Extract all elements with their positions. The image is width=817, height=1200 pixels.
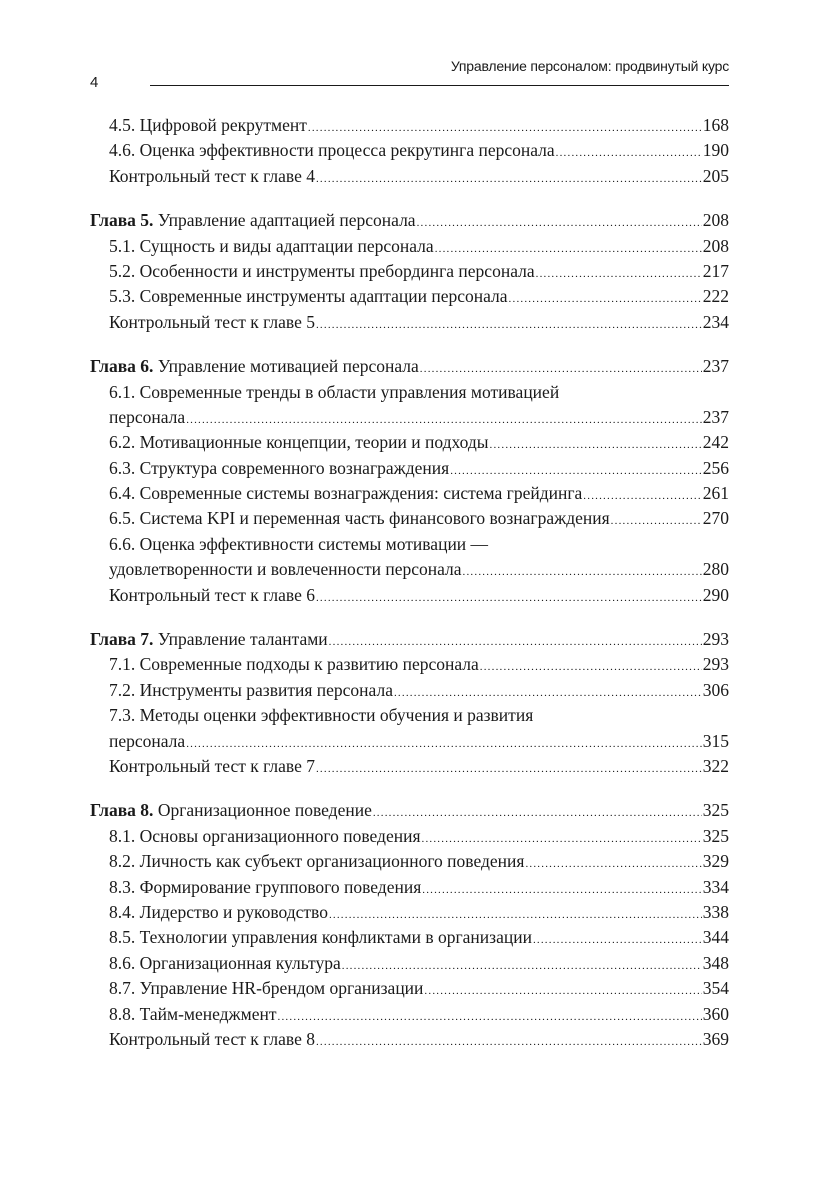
toc-entry-title: 6.2. Мотивационные концепции, теории и подходы xyxy=(109,432,489,453)
toc-entry-5-2[interactable] xyxy=(90,259,729,284)
toc-page-number: 208 xyxy=(702,235,729,256)
toc-entry-8-3[interactable] xyxy=(90,875,729,900)
toc-page-number: 344 xyxy=(702,927,729,948)
toc-entry-title: 5.3. Современные инструменты адаптации персонала xyxy=(109,286,508,307)
chapter-name: Управление талантами xyxy=(153,629,328,650)
toc-page-number: 270 xyxy=(702,508,729,529)
toc-entry-title-line2: персонала xyxy=(109,730,186,751)
toc-page-number: 348 xyxy=(702,952,729,973)
toc-entry-7-1[interactable] xyxy=(90,652,729,677)
toc-entry-7-2[interactable] xyxy=(90,678,729,703)
chapter-name: Управление мотивацией персонала xyxy=(153,356,419,377)
dot-leader xyxy=(420,357,702,382)
toc-entry-8-5[interactable] xyxy=(90,925,729,950)
dot-leader xyxy=(422,878,702,903)
toc-page-number: 293 xyxy=(702,629,729,650)
toc-page-number: 325 xyxy=(702,800,729,821)
toc-entry-4-5[interactable] xyxy=(90,113,729,138)
chapter-5-group xyxy=(90,208,729,335)
toc-entry-4-6[interactable] xyxy=(90,138,729,163)
dot-leader xyxy=(373,801,702,826)
toc-page-number: 205 xyxy=(702,165,729,186)
toc-entry-test-8[interactable] xyxy=(90,1027,729,1052)
dot-leader xyxy=(424,979,701,1004)
toc-entry-title: 5.2. Особенности и инструменты пребординга персонала xyxy=(109,260,535,281)
toc-chapter-8[interactable] xyxy=(90,798,729,823)
toc-chapter-5[interactable] xyxy=(90,208,729,233)
toc-entry-8-4[interactable] xyxy=(90,900,729,925)
toc-entry-title: 7.1. Современные подходы к развитию персонала xyxy=(109,654,479,675)
toc-entry-title-line2: удовлетворенности и вовлеченности персонала xyxy=(109,559,462,580)
chapter-8-group xyxy=(90,798,729,1052)
toc-page-number: 280 xyxy=(702,559,729,580)
toc-entry-8-7[interactable] xyxy=(90,976,729,1001)
toc-entry-5-3[interactable] xyxy=(90,284,729,309)
toc-entry-test-6[interactable] xyxy=(90,583,729,608)
chapter-name: Организационное поведение xyxy=(153,800,372,821)
header-rule xyxy=(150,85,729,86)
dot-leader xyxy=(316,313,702,338)
chapter-4-continuation xyxy=(90,113,729,189)
dot-leader xyxy=(556,141,702,166)
toc-chapter-title xyxy=(90,627,328,652)
dot-leader xyxy=(480,655,702,680)
chapter-label: Глава 8. xyxy=(90,800,154,821)
toc-entry-title: Контрольный тест к главе 6 xyxy=(109,584,315,605)
toc-entry-title: 8.2. Личность как субъект организационного поведения xyxy=(109,851,525,872)
toc-entry-6-3[interactable] xyxy=(90,456,729,481)
toc-page-number: 315 xyxy=(702,730,729,751)
toc-page-number: 237 xyxy=(702,406,729,427)
toc-entry-6-1[interactable] xyxy=(90,380,729,431)
toc-page-number: 234 xyxy=(702,311,729,332)
toc-entry-6-5[interactable] xyxy=(90,506,729,531)
toc-entry-title-line2: персонала xyxy=(109,406,186,427)
toc-entry-title: 8.5. Технологии управления конфликтами в организации xyxy=(109,927,532,948)
toc-page-number: 334 xyxy=(702,876,729,897)
toc-entry-8-1[interactable] xyxy=(90,824,729,849)
dot-leader xyxy=(509,287,702,312)
toc-page-number: 338 xyxy=(702,901,729,922)
toc-entry-title: Контрольный тест к главе 7 xyxy=(109,755,315,776)
toc-page-number: 237 xyxy=(702,356,729,377)
toc-page-number: 242 xyxy=(702,432,729,453)
toc-entry-title: Контрольный тест к главе 4 xyxy=(109,165,315,186)
toc-entry-title: 8.7. Управление HR-брендом организации xyxy=(109,978,424,999)
toc-page-number: 329 xyxy=(702,851,729,872)
toc-entry-title: 8.3. Формирование группового поведения xyxy=(109,876,422,897)
toc-entry-title: 4.5. Цифровой рекрутмент xyxy=(109,115,307,135)
dot-leader xyxy=(316,1030,702,1055)
toc-page-number: 290 xyxy=(702,584,729,605)
toc-chapter-title xyxy=(90,208,416,233)
dot-leader xyxy=(316,757,702,782)
dot-leader xyxy=(316,586,702,611)
toc-chapter-6[interactable] xyxy=(90,354,729,379)
dot-leader xyxy=(536,262,702,287)
dot-leader xyxy=(417,211,702,236)
dot-leader xyxy=(316,167,702,192)
toc-chapter-title xyxy=(90,354,419,379)
toc-entry-title-line1: 7.3. Методы оценки эффективности обучения и развития xyxy=(109,705,534,726)
toc-entry-title: 7.2. Инструменты развития персонала xyxy=(109,679,393,700)
dot-leader xyxy=(490,433,702,458)
toc-page-number: 293 xyxy=(702,654,729,675)
toc-entry-title: 6.5. Система KPI и переменная часть финансового вознаграждения xyxy=(109,508,610,529)
toc-entry-6-4[interactable] xyxy=(90,481,729,506)
toc-entry-title: Контрольный тест к главе 8 xyxy=(109,1028,315,1049)
chapter-label: Глава 5. xyxy=(90,210,154,231)
toc-entry-test-5[interactable] xyxy=(90,310,729,335)
toc-page-number: 325 xyxy=(702,825,729,846)
toc-entry-title: 4.6. Оценка эффективности процесса рекрутинга персонала xyxy=(109,140,555,161)
toc-entry-5-1[interactable] xyxy=(90,234,729,259)
toc-page-number: 222 xyxy=(702,286,729,307)
toc-page-number: 190 xyxy=(702,140,729,161)
chapter-6-group xyxy=(90,354,729,608)
toc-entry-8-6[interactable] xyxy=(90,951,729,976)
toc-entry-title: 6.3. Структура современного вознаграждения xyxy=(109,457,450,478)
toc-page-number: 322 xyxy=(702,755,729,776)
toc-entry-title-line1: 6.6. Оценка эффективности системы мотивации — xyxy=(109,533,489,554)
toc-page-number: 261 xyxy=(702,483,729,504)
toc-entry-test-4[interactable] xyxy=(90,164,729,189)
toc-entry-title: 6.4. Современные системы вознаграждения: система грейдинга xyxy=(109,483,583,504)
toc-page-number: 354 xyxy=(702,978,729,999)
toc-page-number: 369 xyxy=(702,1028,729,1049)
dot-leader xyxy=(463,560,702,585)
table-of-contents xyxy=(90,113,729,1071)
toc-chapter-7[interactable] xyxy=(90,627,729,652)
chapter-label: Глава 6. xyxy=(90,356,154,377)
toc-entry-8-2[interactable] xyxy=(90,849,729,874)
dot-leader xyxy=(611,509,702,534)
toc-entry-title-line1: 6.1. Современные тренды в области управления мотивацией xyxy=(109,381,560,402)
page-number: 4 xyxy=(90,74,99,91)
toc-entry-title: 5.1. Сущность и виды адаптации персонала xyxy=(109,235,434,256)
toc-entry-test-7[interactable] xyxy=(90,754,729,779)
toc-entry-8-8[interactable] xyxy=(90,1002,729,1027)
toc-entry-6-2[interactable] xyxy=(90,430,729,455)
dot-leader xyxy=(278,1005,702,1030)
toc-chapter-title xyxy=(90,798,372,823)
toc-entry-title: Контрольный тест к главе 5 xyxy=(109,311,315,332)
toc-entry-title: 8.4. Лидерство и руководство xyxy=(109,901,328,922)
chapter-label: Глава 7. xyxy=(90,629,154,650)
toc-entry-6-6[interactable] xyxy=(90,532,729,583)
toc-page-number: 306 xyxy=(702,679,729,700)
dot-leader xyxy=(533,928,702,953)
toc-page-number: 217 xyxy=(702,260,729,281)
toc-page-number: 168 xyxy=(702,115,729,135)
toc-entry-7-3[interactable] xyxy=(90,703,729,754)
toc-entry-title: 8.1. Основы организационного поведения xyxy=(109,825,421,846)
toc-page-number: 360 xyxy=(702,1003,729,1024)
chapter-7-group xyxy=(90,627,729,779)
toc-entry-title: 8.8. Тайм-менеджмент xyxy=(109,1003,277,1024)
toc-page-number: 208 xyxy=(702,210,729,231)
toc-page-number: 256 xyxy=(702,457,729,478)
dot-leader xyxy=(525,852,701,877)
chapter-name: Управление адаптацией персонала xyxy=(153,210,416,231)
toc-entry-title: 8.6. Организационная культура xyxy=(109,952,341,973)
running-title: Управление персоналом: продвинутый курс xyxy=(450,58,729,74)
